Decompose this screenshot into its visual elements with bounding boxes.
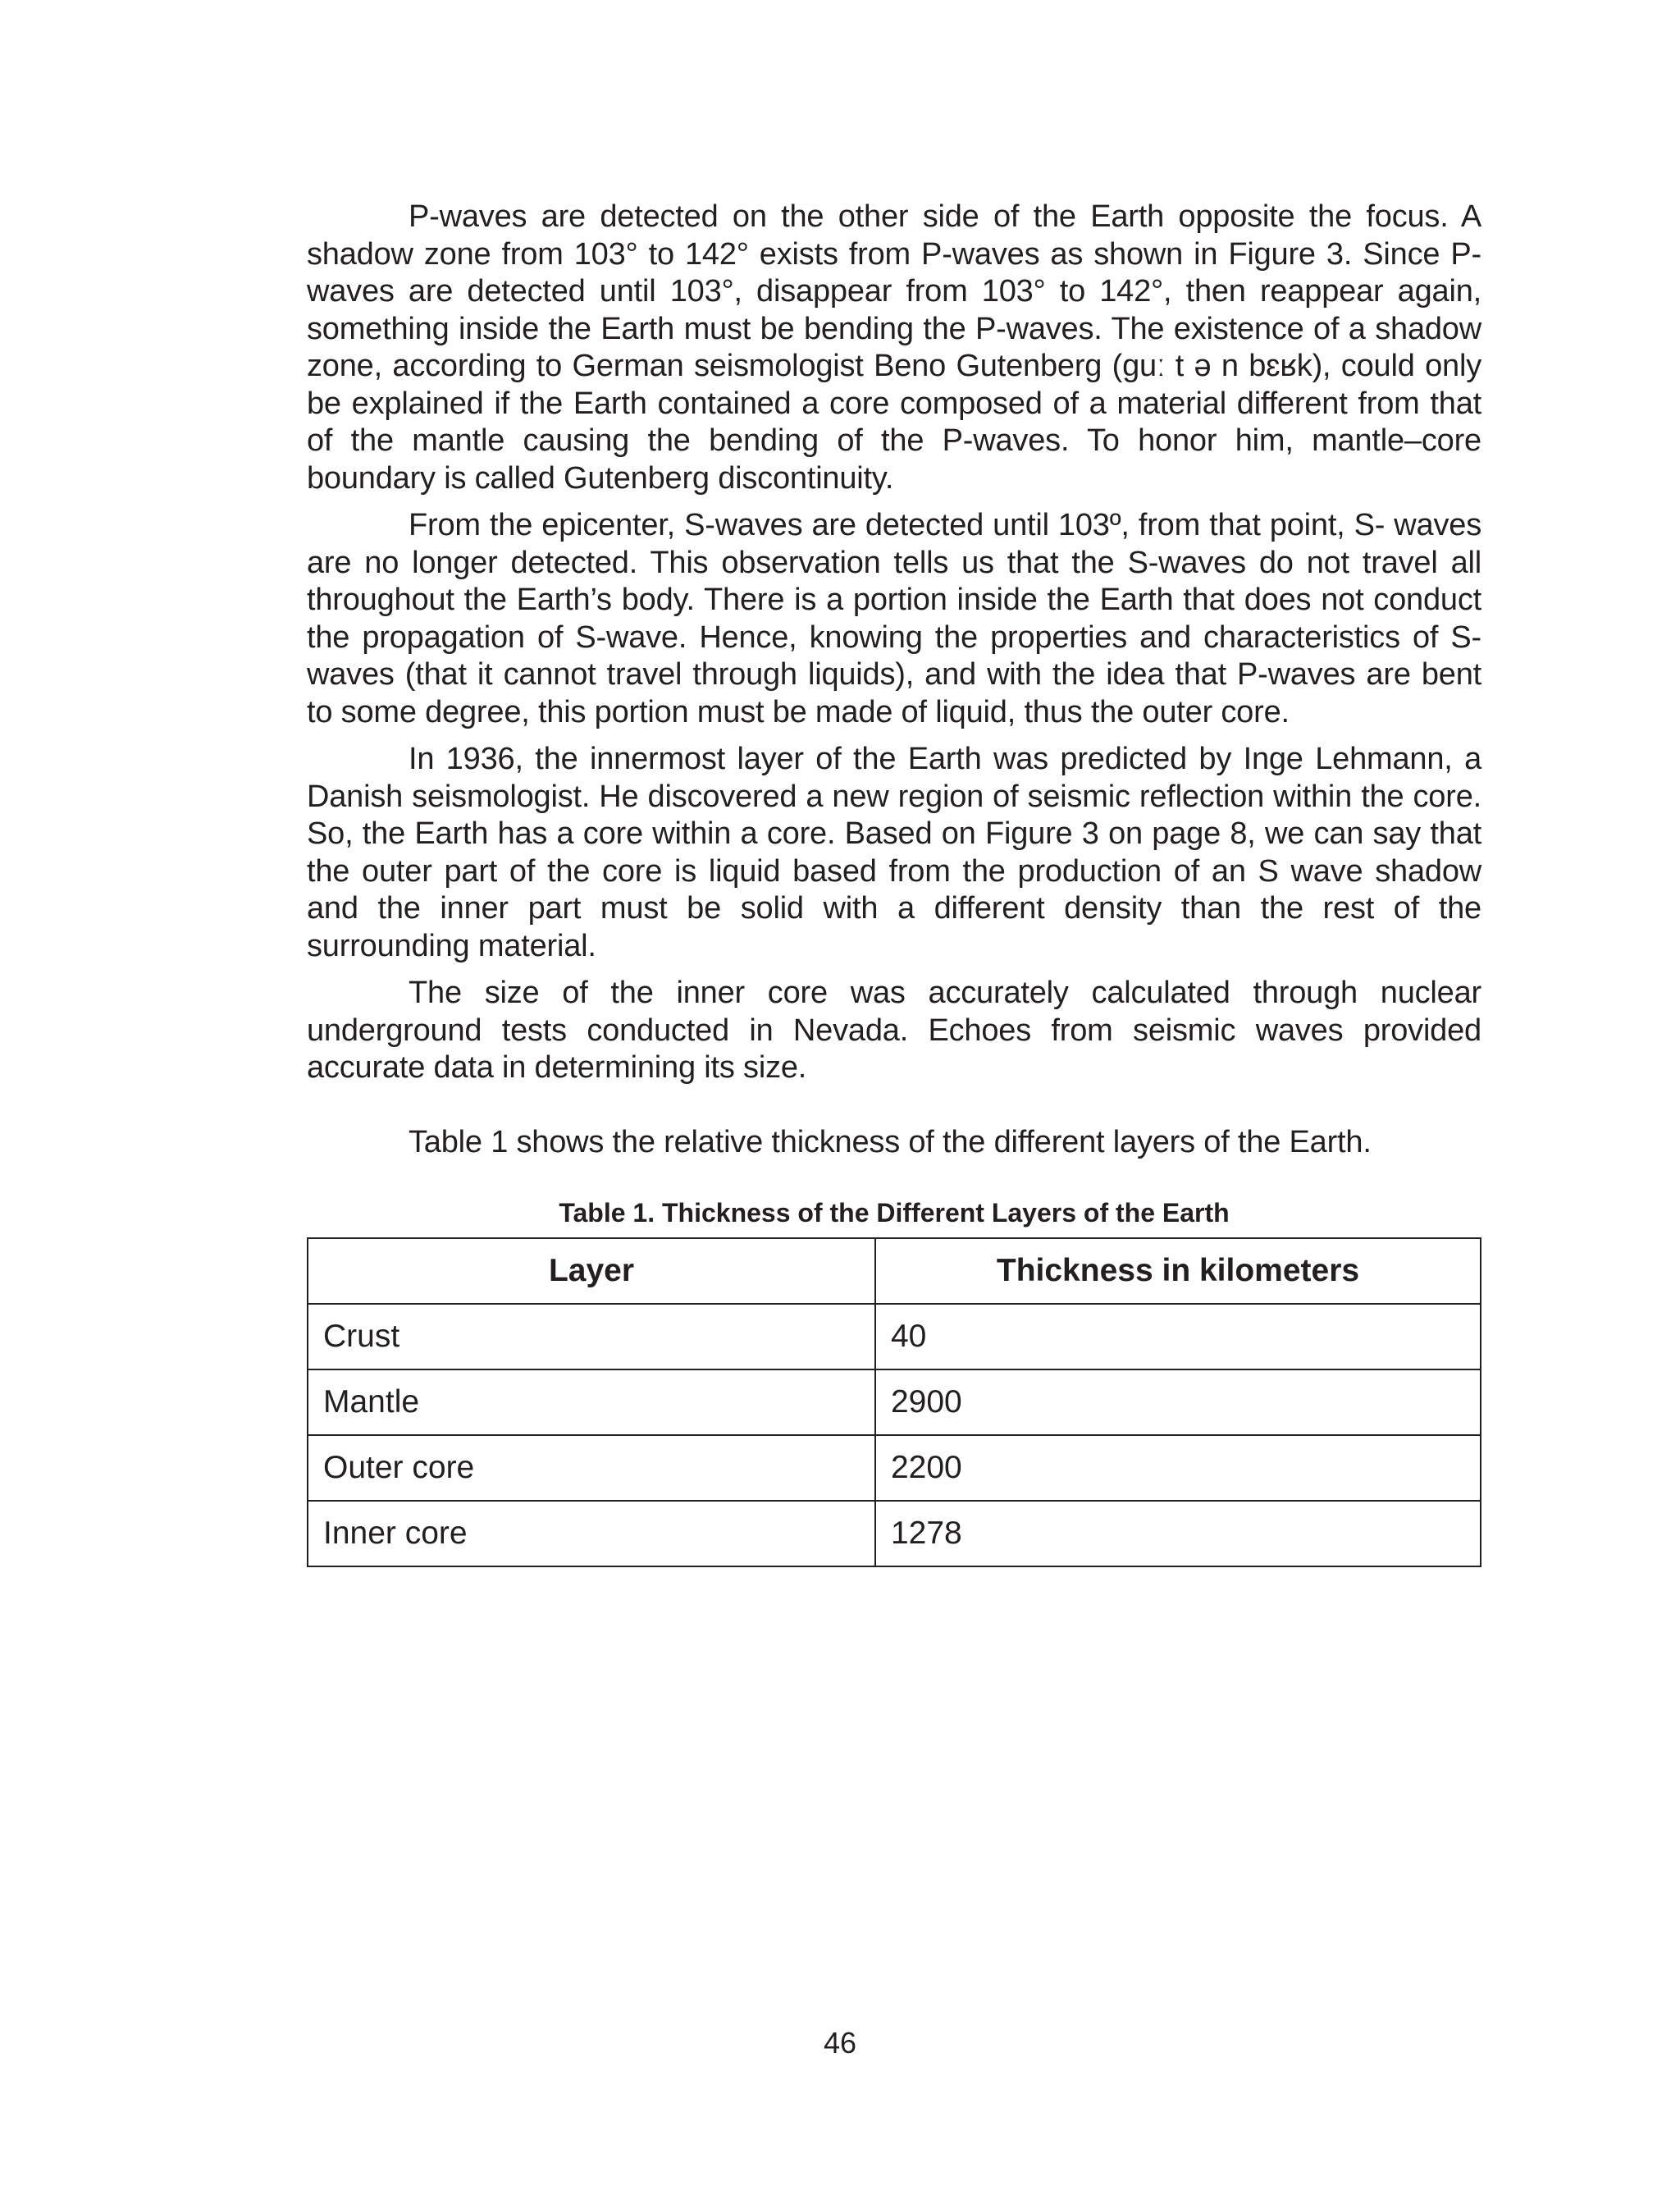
layer-name-cell: Outer core	[308, 1435, 875, 1501]
thickness-cell: 2900	[875, 1369, 1481, 1435]
paragraph-table-intro: Table 1 shows the relative thickness of the different layers of the Earth.	[409, 1124, 1372, 1159]
paragraph-s-waves-outer-core: From the epicenter, S-waves are detected until 103º, from that point, S- waves are no longer detected. This observation tells us that the S-waves do not travel all throughout the Earth’s body. There is a portion inside the Earth that does not conduct the propagation of S-wave. Hence, knowing the properties and characteristics of S-waves (that it cannot travel through liquids), and with the idea that P-waves are bent to some degree, this portion must be made of liquid, thus the outer core.	[307, 508, 1481, 729]
layer-name-cell: Inner core	[308, 1501, 875, 1566]
layer-name-cell: Mantle	[308, 1369, 875, 1435]
table-row	[308, 1304, 1481, 1369]
table-caption: Table 1. Thickness of the Different Layers of the Earth	[559, 1198, 1230, 1228]
earth-layers-table	[307, 1237, 1481, 1567]
thickness-cell: 2200	[875, 1435, 1481, 1501]
table-row	[308, 1369, 1481, 1435]
thickness-cell: 40	[875, 1304, 1481, 1369]
column-header-thickness: Thickness in kilometers	[875, 1238, 1481, 1304]
table-row	[308, 1435, 1481, 1501]
layer-name-cell: Crust	[308, 1304, 875, 1369]
column-header-layer: Layer	[308, 1238, 875, 1304]
paragraph-p-waves-shadow-zone: P-waves are detected on the other side of the Earth opposite the focus. A shadow zone from 103° to 142° exists from P-waves as shown in Figure 3. Since P-waves are detected until 103°, disappear from 103° to 142°, then reappear again, something inside the Earth must be bending the P-waves. The existence of a shadow zone, according to German seismologist Beno Gutenberg (guː t ə n bɛʁk), could only be explained if the Earth contained a core composed of a material different from that of the mantle causing the bending of the P-waves. To honor him, mantle–core boundary is called Gutenberg discontinuity.	[307, 199, 1481, 496]
table-row	[308, 1501, 1481, 1566]
page-content	[307, 199, 1481, 1567]
table-header-row	[308, 1238, 1481, 1304]
paragraph-inner-core-lehmann: In 1936, the innermost layer of the Earth was predicted by Inge Lehmann, a Danish seismologist. He discovered a new region of seismic reflection within the core. So, the Earth has a core within a core. Based on Figure 3 on page 8, we can say that the outer part of the core is liquid based from the production of an S wave shadow and the inner part must be solid with a different density than the rest of the surrounding material.	[307, 742, 1481, 963]
paragraph-inner-core-size: The size of the inner core was accurately calculated through nuclear underground tests conducted in Nevada. Echoes from seismic waves provided accurate data in determining its size.	[307, 976, 1481, 1085]
thickness-cell: 1278	[875, 1501, 1481, 1566]
page-number: 46	[823, 2026, 857, 2060]
